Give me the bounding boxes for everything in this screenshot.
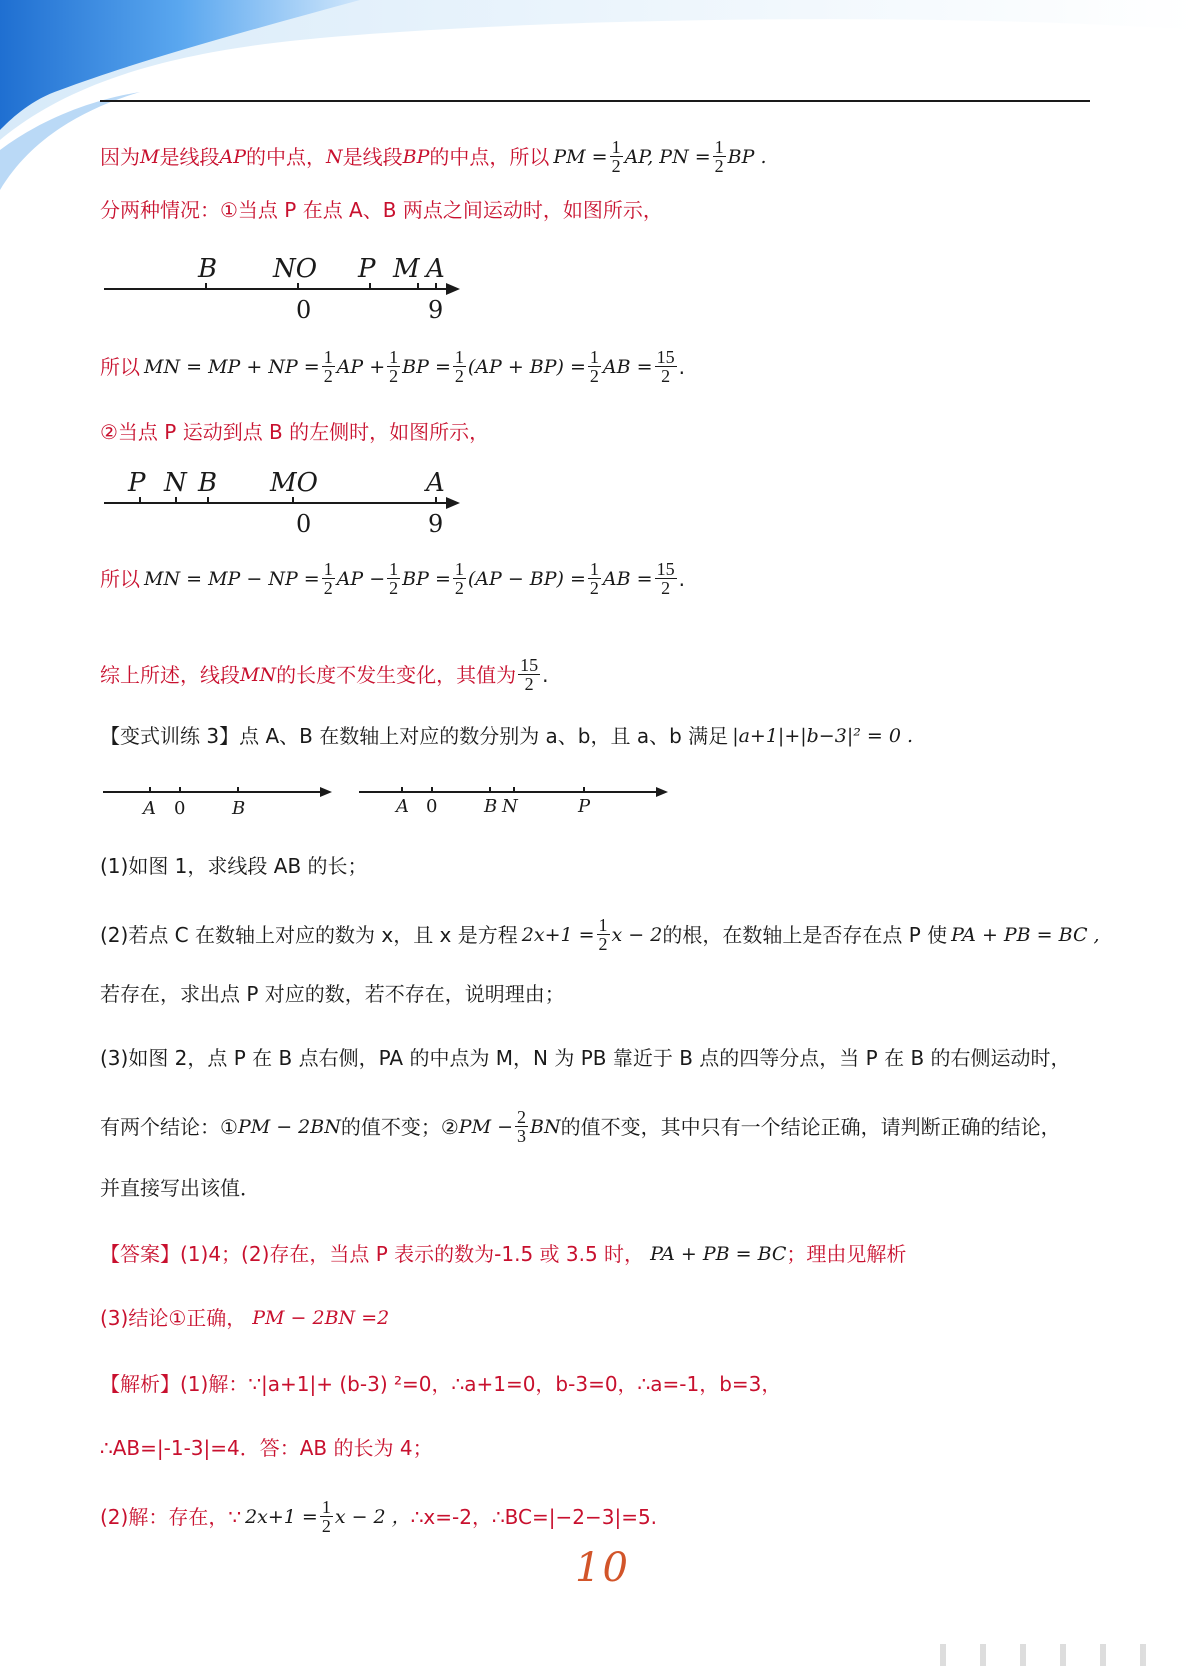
text: 是线段 (159, 144, 220, 169)
tick-label-9: 9 (428, 296, 444, 324)
text: 若存在，求出点 P 对应的数，若不存在，说明理由； (100, 982, 565, 1006)
text: 的值不变；② (340, 1114, 459, 1139)
fraction-half: $\frac{1}{2}$ (611, 137, 621, 176)
math-var: N (325, 145, 343, 168)
math-expr: x − 2 ， (334, 1505, 411, 1528)
question-3-end (100, 1174, 260, 1202)
label-B: B (232, 798, 246, 816)
solution-line-2 (100, 196, 663, 224)
math-var: M (140, 145, 160, 168)
math-expr: PM − 2BN (237, 1115, 341, 1138)
math-expr: PM = (553, 145, 608, 168)
fraction-half: $\frac{1}{2}$ (321, 1497, 331, 1536)
text: . (542, 662, 549, 687)
label-B: B (198, 468, 218, 498)
label-P: P (578, 796, 591, 816)
scan-artifact (920, 1640, 1170, 1670)
text: ∴x=-2，∴BC=|−2−3|=5. (410, 1504, 658, 1529)
math-expr: MN = MP + NP = (144, 355, 320, 378)
exercise-3-heading (100, 722, 913, 750)
text: 所以 (100, 354, 140, 379)
label-N: N (502, 796, 518, 816)
text: ；理由见解析 (786, 1242, 907, 1266)
label-M: M (393, 254, 420, 284)
math-expr: 2x+1 = (521, 923, 595, 946)
label-P: P (358, 254, 376, 284)
analysis-line-2 (100, 1434, 433, 1462)
header-rule (100, 100, 1090, 102)
solution-line-3 (100, 348, 685, 385)
text: 的值不变，其中只有一个结论正确，请判断正确的结论， (560, 1114, 1061, 1139)
tick-label-0: 0 (296, 296, 312, 324)
solution-line-5 (100, 560, 685, 597)
solution-line-1 (100, 138, 767, 175)
fraction-fifteen-halves: $\frac{15}{2}$ (656, 559, 675, 598)
tick-label-0: 0 (174, 798, 186, 816)
fraction-half: $\frac{1}{2}$ (589, 559, 599, 598)
fraction-half: $\frac{1}{2}$ (323, 347, 333, 386)
math-expr: PM − 2BN =2 (252, 1307, 390, 1329)
fraction-half: $\frac{1}{2}$ (389, 347, 399, 386)
question-3-conclusions (100, 1108, 1061, 1145)
text: 【答案】(1)4；(2)存在，当点 P 表示的数为-1.5 或 3.5 时， (100, 1242, 645, 1266)
question-1 (100, 852, 368, 880)
label-MO: MO (270, 468, 318, 498)
label-A: A (143, 798, 156, 816)
number-line-figure-a (98, 248, 468, 328)
text: 并直接写出该值． (100, 1176, 260, 1200)
fraction-half: $\frac{1}{2}$ (454, 347, 464, 386)
fraction-fifteen-halves: $\frac{15}{2}$ (520, 655, 539, 694)
label-B: B (484, 796, 498, 816)
text: 【变式训练 3】点 A、B 在数轴上对应的数分别为 a、b，且 a、b 满足 (100, 724, 729, 748)
solution-conclusion (100, 656, 548, 693)
answer-line-2 (100, 1304, 389, 1332)
text: ②当点 P 运动到点 B 的左侧时，如图所示， (100, 420, 490, 444)
fraction-two-thirds: $\frac{2}{3}$ (517, 1107, 526, 1146)
math-expr: |a+1|+|b−3|² = 0 . (732, 725, 914, 747)
fraction-half: $\frac{1}{2}$ (589, 347, 599, 386)
question-2-cont (100, 980, 565, 1008)
answer-line-1 (100, 1240, 906, 1268)
fraction-fifteen-halves: $\frac{15}{2}$ (656, 347, 675, 386)
question-2 (100, 916, 1100, 953)
label-NO: NO (273, 254, 318, 284)
page-number: 10 (575, 1545, 630, 1591)
label-P: P (128, 468, 146, 498)
text: 是线段 (342, 144, 403, 169)
text: 的中点， (245, 144, 326, 169)
text: 所以 (100, 566, 140, 591)
text: . (678, 354, 685, 379)
label-N: N (164, 468, 187, 498)
math-expr: (AP − BP) = (467, 567, 586, 590)
math-expr: AP, PN = (624, 145, 711, 168)
math-expr: BP . (727, 145, 767, 168)
text: (2)若点 C 在数轴上对应的数为 x，且 x 是方程 (100, 922, 518, 947)
math-expr: PA + PB = BC (650, 1243, 787, 1265)
math-expr: (AP + BP) = (467, 355, 586, 378)
number-line-figure-2 (354, 770, 674, 816)
fraction-half: $\frac{1}{2}$ (714, 137, 724, 176)
math-expr: AP − (336, 567, 386, 590)
text: 的长度不发生变化，其值为 (276, 662, 517, 687)
math-expr: BP = (402, 567, 451, 590)
math-expr: AP + (336, 355, 386, 378)
text: ∴AB=|-1-3|=4．答：AB 的长为 4； (100, 1436, 433, 1460)
text: 【解析】(1)解：∵|a+1|+ (b-3) ²=0，∴a+1=0，b-3=0，∴a=-1，b=3， (100, 1372, 782, 1396)
text: (3)如图 2，点 P 在 B 点右侧，PA 的中点为 M，N 为 PB 靠近于 B 点的四等分点，当 P 在 B 的右侧运动时， (100, 1046, 1071, 1070)
text: (2)解：存在，∵ (100, 1504, 242, 1529)
math-expr: BN (530, 1115, 561, 1138)
text: (1)如图 1，求线段 AB 的长； (100, 854, 368, 878)
analysis-line-1 (100, 1370, 781, 1398)
math-var: AP (219, 145, 246, 168)
fraction-half: $\frac{1}{2}$ (389, 559, 399, 598)
number-line-figure-1 (98, 770, 338, 816)
text: 的根，在数轴上是否存在点 P 使 (662, 922, 948, 947)
math-expr: BP = (402, 355, 451, 378)
fraction-half: $\frac{1}{2}$ (323, 559, 333, 598)
label-A: A (426, 254, 445, 284)
math-var: BP (402, 145, 430, 168)
analysis-line-3 (100, 1498, 657, 1535)
math-expr: AB = (602, 355, 653, 378)
text: . (678, 566, 685, 591)
math-expr: PA + PB = BC , (951, 923, 1100, 946)
tick-label-0: 0 (296, 510, 312, 538)
number-line-figure-b (98, 462, 468, 542)
tick-label-0: 0 (426, 796, 438, 816)
text: (3)结论①正确， (100, 1306, 247, 1330)
label-A: A (426, 468, 445, 498)
solution-line-4 (100, 418, 489, 446)
text: 分两种情况：①当点 P 在点 A、B 两点之间运动时，如图所示， (100, 198, 663, 222)
text: 有两个结论：① (100, 1114, 238, 1139)
math-var: MN (240, 663, 277, 686)
math-expr: x − 2 (611, 923, 663, 946)
fraction-half: $\frac{1}{2}$ (598, 915, 608, 954)
text: 因为 (100, 144, 140, 169)
label-B: B (198, 254, 218, 284)
tick-label-9: 9 (428, 510, 444, 538)
math-expr: 2x+1 = (245, 1505, 318, 1528)
math-expr: MN = MP − NP = (144, 567, 320, 590)
text: 综上所述，线段 (100, 662, 240, 687)
question-3 (100, 1044, 1071, 1072)
label-A: A (396, 796, 409, 816)
text: 的中点，所以 (429, 144, 550, 169)
fraction-half: $\frac{1}{2}$ (454, 559, 464, 598)
math-expr: AB = (602, 567, 653, 590)
math-expr: PM − (458, 1115, 513, 1138)
